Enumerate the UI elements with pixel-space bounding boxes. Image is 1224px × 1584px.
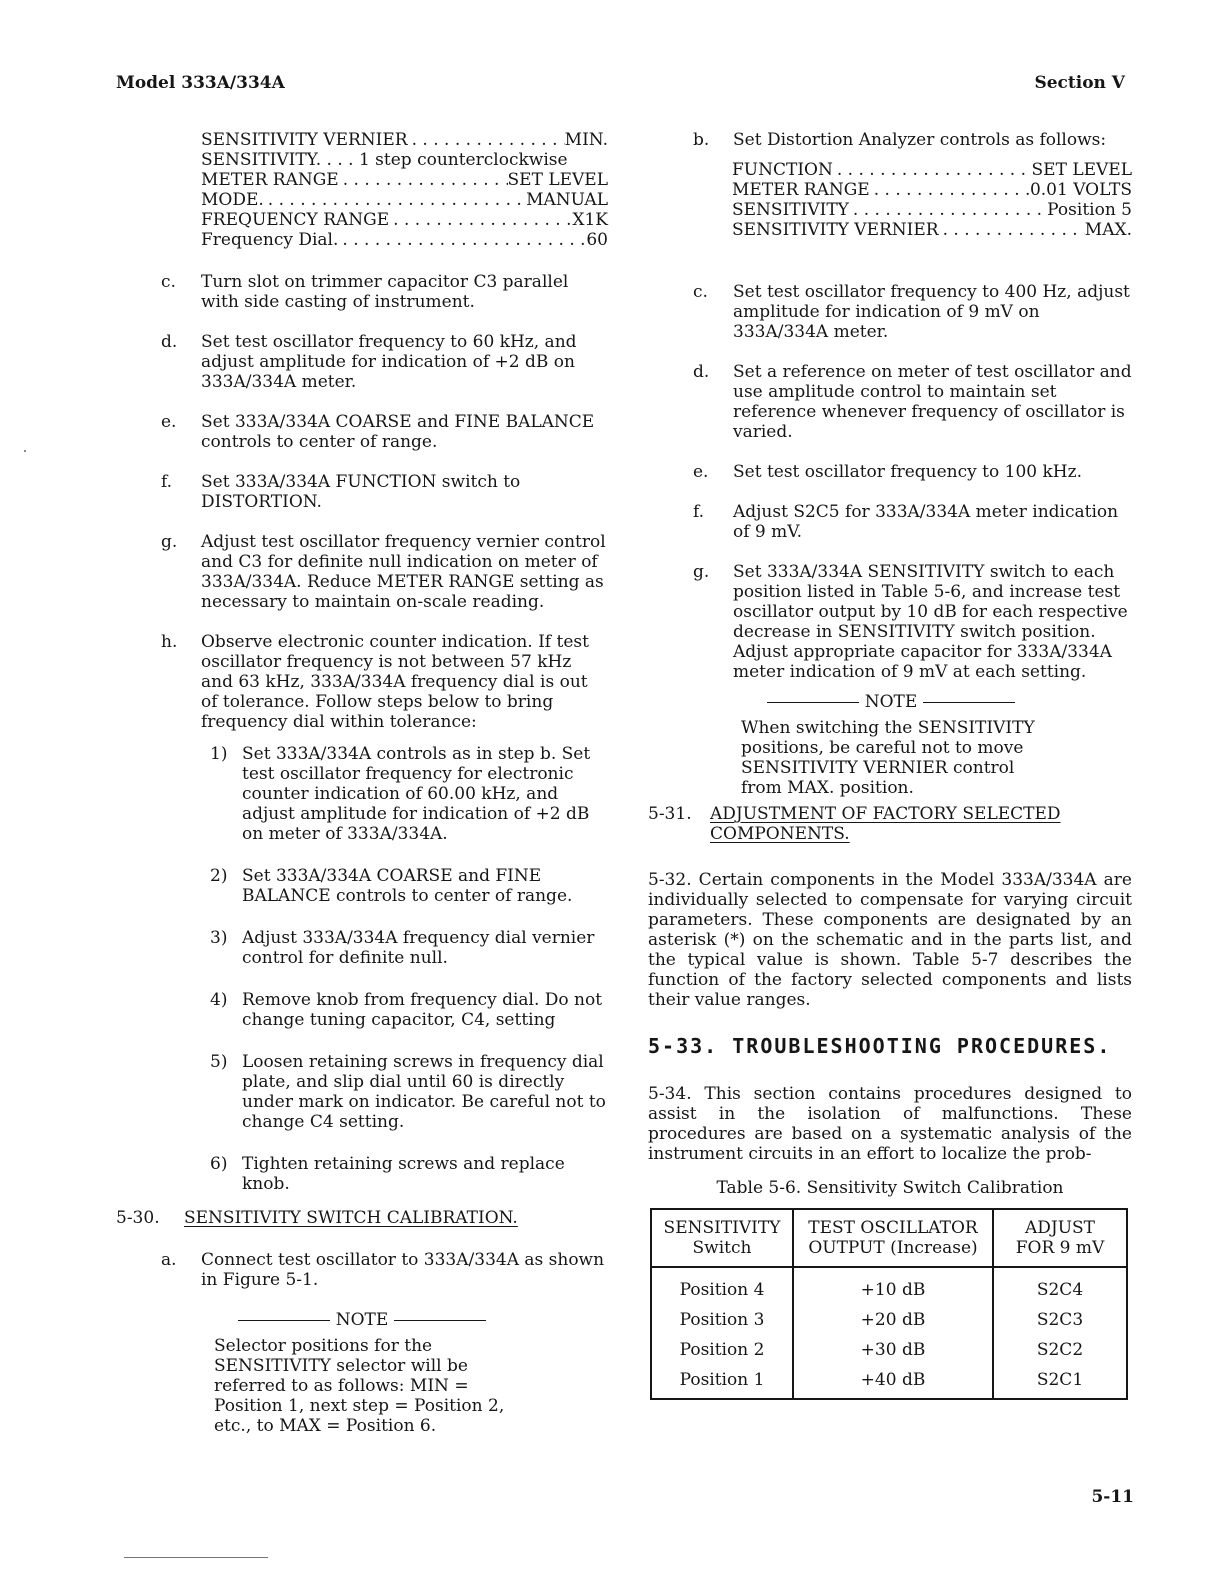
substep-number: 1): [210, 744, 228, 764]
header-section: Section V: [1034, 73, 1125, 93]
step-g-right: [648, 562, 1132, 682]
leader-dots: [870, 180, 1030, 200]
footer-rule: [124, 1557, 268, 1558]
step-text: Set 333A/334A FUNCTION switch to DISTORTION.: [201, 472, 521, 512]
setting-label: FREQUENCY RANGE: [201, 210, 390, 230]
note-text: When switching the SENSITIVITY positions, be careful not to move SENSITIVITY VERNIER control from MAX. position.: [741, 718, 1035, 798]
step-text: Set test oscillator frequency to 100 kHz.: [733, 462, 1082, 482]
step-text: Observe electronic counter indication. If test oscillator frequency is not between 57 kHz and 63 kHz, 333A/334A frequency dial is out of tolerance. Follow steps below to bring frequency dial within tolerance:: [201, 632, 589, 732]
setting-row: [732, 160, 1132, 180]
step-letter: e.: [161, 412, 177, 432]
note-selector-positions: [214, 1310, 510, 1436]
right-column: [648, 130, 1132, 1400]
step-letter: g.: [161, 532, 178, 552]
step-b: [648, 130, 1132, 150]
setting-value: MANUAL: [526, 190, 608, 210]
step-text: Set 333A/334A COARSE and FINE BALANCE controls to center of range.: [201, 412, 595, 452]
table-cell: +40 dB: [793, 1365, 993, 1399]
setting-label: SENSITIVITY: [732, 200, 849, 220]
table-cell: +10 dB: [793, 1267, 993, 1305]
section-heading-5-31: [648, 804, 1132, 844]
setting-row: [732, 180, 1132, 200]
table-cell: S2C3: [993, 1305, 1127, 1335]
setting-value: 0.01 VOLTS: [1029, 180, 1132, 200]
table-row: [651, 1365, 1127, 1399]
substep-text: Set 333A/334A COARSE and FINE BALANCE controls to center of range.: [242, 866, 573, 906]
substep-text: Remove knob from frequency dial. Do not change tuning capacitor, C4, setting: [242, 990, 603, 1030]
step-text: Set Distortion Analyzer controls as follows:: [733, 130, 1107, 150]
setting-label: SENSITIVITY VERNIER: [732, 220, 939, 240]
step-letter: c.: [161, 272, 176, 292]
setting-row: [201, 170, 608, 190]
setting-value: MAX.: [1084, 220, 1132, 240]
step-f-right: [648, 502, 1132, 542]
setting-value: MIN.: [564, 130, 608, 150]
table-cell: Position 1: [651, 1365, 793, 1399]
header-model: Model 333A/334A: [116, 73, 285, 93]
step-text: Set a reference on meter of test oscillator and use amplitude control to maintain set reference whenever frequency of oscillator is varied.: [733, 362, 1132, 442]
header-line: SENSITIVITY: [663, 1218, 781, 1238]
note-text: Selector positions for the SENSITIVITY selector will be referred to as follows: MIN = Position 1, next step = Position 2, etc., to MAX = Position 6.: [214, 1336, 505, 1436]
note-rule-right: [923, 702, 1015, 703]
step-letter: d.: [161, 332, 178, 352]
setting-row: [201, 130, 608, 150]
substep-6: [210, 1154, 608, 1194]
step-text: Set 333A/334A SENSITIVITY switch to each position listed in Table 5-6, and increase test oscillator output by 10 dB for each respective decrease in SENSITIVITY switch position. Adjust appropriate capacitor for 333A/334A meter indication of 9 mV at each setting.: [733, 562, 1128, 682]
substep-text: Tighten retaining screws and replace knob.: [242, 1154, 565, 1194]
note-title: [214, 1310, 510, 1330]
substep-number: 5): [210, 1052, 228, 1072]
step-d-right: [648, 362, 1132, 442]
step-text: Set test oscillator frequency to 60 kHz, and adjust amplitude for indication of +2 dB on 333A/334A meter.: [201, 332, 577, 392]
setting-row: [732, 220, 1132, 240]
setting-row: [732, 200, 1132, 220]
setting-row: [201, 150, 608, 170]
step-h: [116, 632, 608, 732]
note-title: [741, 692, 1041, 712]
paragraph-title: SENSITIVITY SWITCH CALIBRATION.: [184, 1208, 518, 1228]
step-letter: g.: [693, 562, 710, 582]
leader-dots: [408, 130, 565, 150]
header-line: Switch: [692, 1238, 752, 1258]
step-text: Turn slot on trimmer capacitor C3 parallel with side casting of instrument.: [201, 272, 569, 312]
step-f: [116, 472, 608, 512]
table-cell: Position 4: [651, 1267, 793, 1305]
header-line: ADJUST: [1024, 1218, 1096, 1238]
note-label: NOTE: [335, 1310, 389, 1330]
step-letter: f.: [693, 502, 705, 522]
leader-dots: [389, 210, 572, 230]
setting-value: SET LEVEL: [1031, 160, 1132, 180]
table-cell: +30 dB: [793, 1335, 993, 1365]
left-column: [116, 130, 608, 1446]
scan-speck: [24, 450, 26, 452]
table-row: [651, 1267, 1127, 1305]
substep-number: 6): [210, 1154, 228, 1174]
step-letter: c.: [693, 282, 708, 302]
header-line: TEST OSCILLATOR: [808, 1218, 978, 1238]
table-cell: S2C1: [993, 1365, 1127, 1399]
substep-text: Adjust 333A/334A frequency dial vernier control for definite null.: [242, 928, 595, 968]
table-cell: S2C2: [993, 1335, 1127, 1365]
substep-1: [210, 744, 608, 844]
substep-5: [210, 1052, 608, 1132]
leader-dots: [264, 190, 526, 210]
step-text: Set test oscillator frequency to 400 Hz, adjust amplitude for indication of 9 mV on 333A/334A meter.: [733, 282, 1130, 342]
table-row: [651, 1335, 1127, 1365]
leader-dots: [833, 160, 1032, 180]
setting-label: FUNCTION: [732, 160, 833, 180]
step-letter: d.: [693, 362, 710, 382]
header-line: FOR 9 mV: [1015, 1238, 1105, 1258]
leader-dots: [939, 220, 1085, 240]
paragraph-5-32: 5-32. Certain components in the Model 333A/334A are individually selected to compensate for varying circuit parameters. These components are designated by an asterisk (*) on the schematic and in the parts list, and the typical value is shown. Table 5-7 describes the function of the factory selected components and lists their value ranges.: [648, 870, 1132, 1010]
substep-3: [210, 928, 608, 968]
substep-number: 3): [210, 928, 228, 948]
table-cell: Position 3: [651, 1305, 793, 1335]
table-row: [651, 1305, 1127, 1335]
step-letter: h.: [161, 632, 178, 652]
left-settings-list: [201, 130, 608, 250]
setting-row: [201, 230, 608, 250]
step-letter: e.: [693, 462, 709, 482]
note-label: NOTE: [864, 692, 918, 712]
table-cell: +20 dB: [793, 1305, 993, 1335]
substep-2: [210, 866, 608, 906]
setting-row: [201, 210, 608, 230]
section-heading-5-30: [116, 1208, 608, 1228]
substep-number: 4): [210, 990, 228, 1010]
setting-value: 1 step counterclockwise: [358, 150, 568, 170]
paragraph-5-34: 5-34. This section contains procedures designed to assist in the isolation of malfunctions. These procedures are based on a systematic analysis of the instrument circuits in an effort to localize the prob-: [648, 1084, 1132, 1164]
table-header-cell: [793, 1209, 993, 1267]
right-settings-list: [732, 160, 1132, 240]
substep-text: Loosen retaining screws in frequency dial plate, and slip dial until 60 is directly under mark on indicator. Be careful not to change C4 setting.: [242, 1052, 606, 1132]
setting-label: MODE.: [201, 190, 264, 210]
note-rule-right: [394, 1320, 486, 1321]
step-letter: b.: [693, 130, 710, 150]
sensitivity-calibration-table: [650, 1208, 1128, 1400]
step-e: [116, 412, 608, 452]
page-number: 5-11: [1091, 1487, 1134, 1507]
paragraph-number: 5-31.: [648, 804, 692, 824]
paragraph-number: 5-30.: [116, 1208, 160, 1228]
paragraph-title: ADJUSTMENT OF FACTORY SELECTED COMPONENTS.: [710, 804, 1061, 844]
leader-dots: [849, 200, 1047, 220]
step-g: [116, 532, 608, 612]
substep-4: [210, 990, 608, 1030]
step-letter: a.: [161, 1250, 177, 1270]
setting-label: Frequency Dial.: [201, 230, 339, 250]
setting-value: SET LEVEL: [507, 170, 608, 190]
step-c: [116, 272, 608, 312]
setting-label: SENSITIVITY. . . .: [201, 150, 354, 170]
step-a: [116, 1250, 608, 1290]
setting-row: [201, 190, 608, 210]
setting-value: X1K: [572, 210, 608, 230]
table-caption: Table 5-6. Sensitivity Switch Calibration: [716, 1178, 1064, 1198]
table-header-cell: [993, 1209, 1127, 1267]
step-letter: f.: [161, 472, 173, 492]
setting-label: METER RANGE: [732, 180, 870, 200]
table-cell: S2C4: [993, 1267, 1127, 1305]
setting-label: SENSITIVITY VERNIER: [201, 130, 408, 150]
note-sensitivity-vernier: [741, 692, 1041, 798]
section-heading-5-33: 5-33. TROUBLESHOOTING PROCEDURES.: [648, 1034, 1112, 1058]
note-rule-left: [238, 1320, 330, 1321]
leader-dots: [339, 170, 508, 190]
table-header-row: [651, 1209, 1127, 1267]
leader-dots: [338, 230, 586, 250]
substep-number: 2): [210, 866, 228, 886]
setting-value: 60: [586, 230, 608, 250]
step-text: Adjust test oscillator frequency vernier control and C3 for definite null indication on meter of 333A/334A. Reduce METER RANGE setting as necessary to maintain on-scale reading.: [201, 532, 606, 612]
substep-text: Set 333A/334A controls as in step b. Set test oscillator frequency for electronic counter indication of 60.00 kHz, and adjust amplitude for indication of +2 dB on meter of 333A/334A.: [242, 744, 591, 844]
step-d: [116, 332, 608, 392]
step-c-right: [648, 282, 1132, 342]
step-e-right: [648, 462, 1132, 482]
setting-value: Position 5: [1047, 200, 1132, 220]
header-line: OUTPUT (Increase): [808, 1238, 978, 1258]
step-text: Connect test oscillator to 333A/334A as shown in Figure 5-1.: [201, 1250, 605, 1290]
setting-label: METER RANGE: [201, 170, 339, 190]
step-text: Adjust S2C5 for 333A/334A meter indication of 9 mV.: [733, 502, 1119, 542]
table-header-cell: [651, 1209, 793, 1267]
table-cell: Position 2: [651, 1335, 793, 1365]
note-rule-left: [767, 702, 859, 703]
